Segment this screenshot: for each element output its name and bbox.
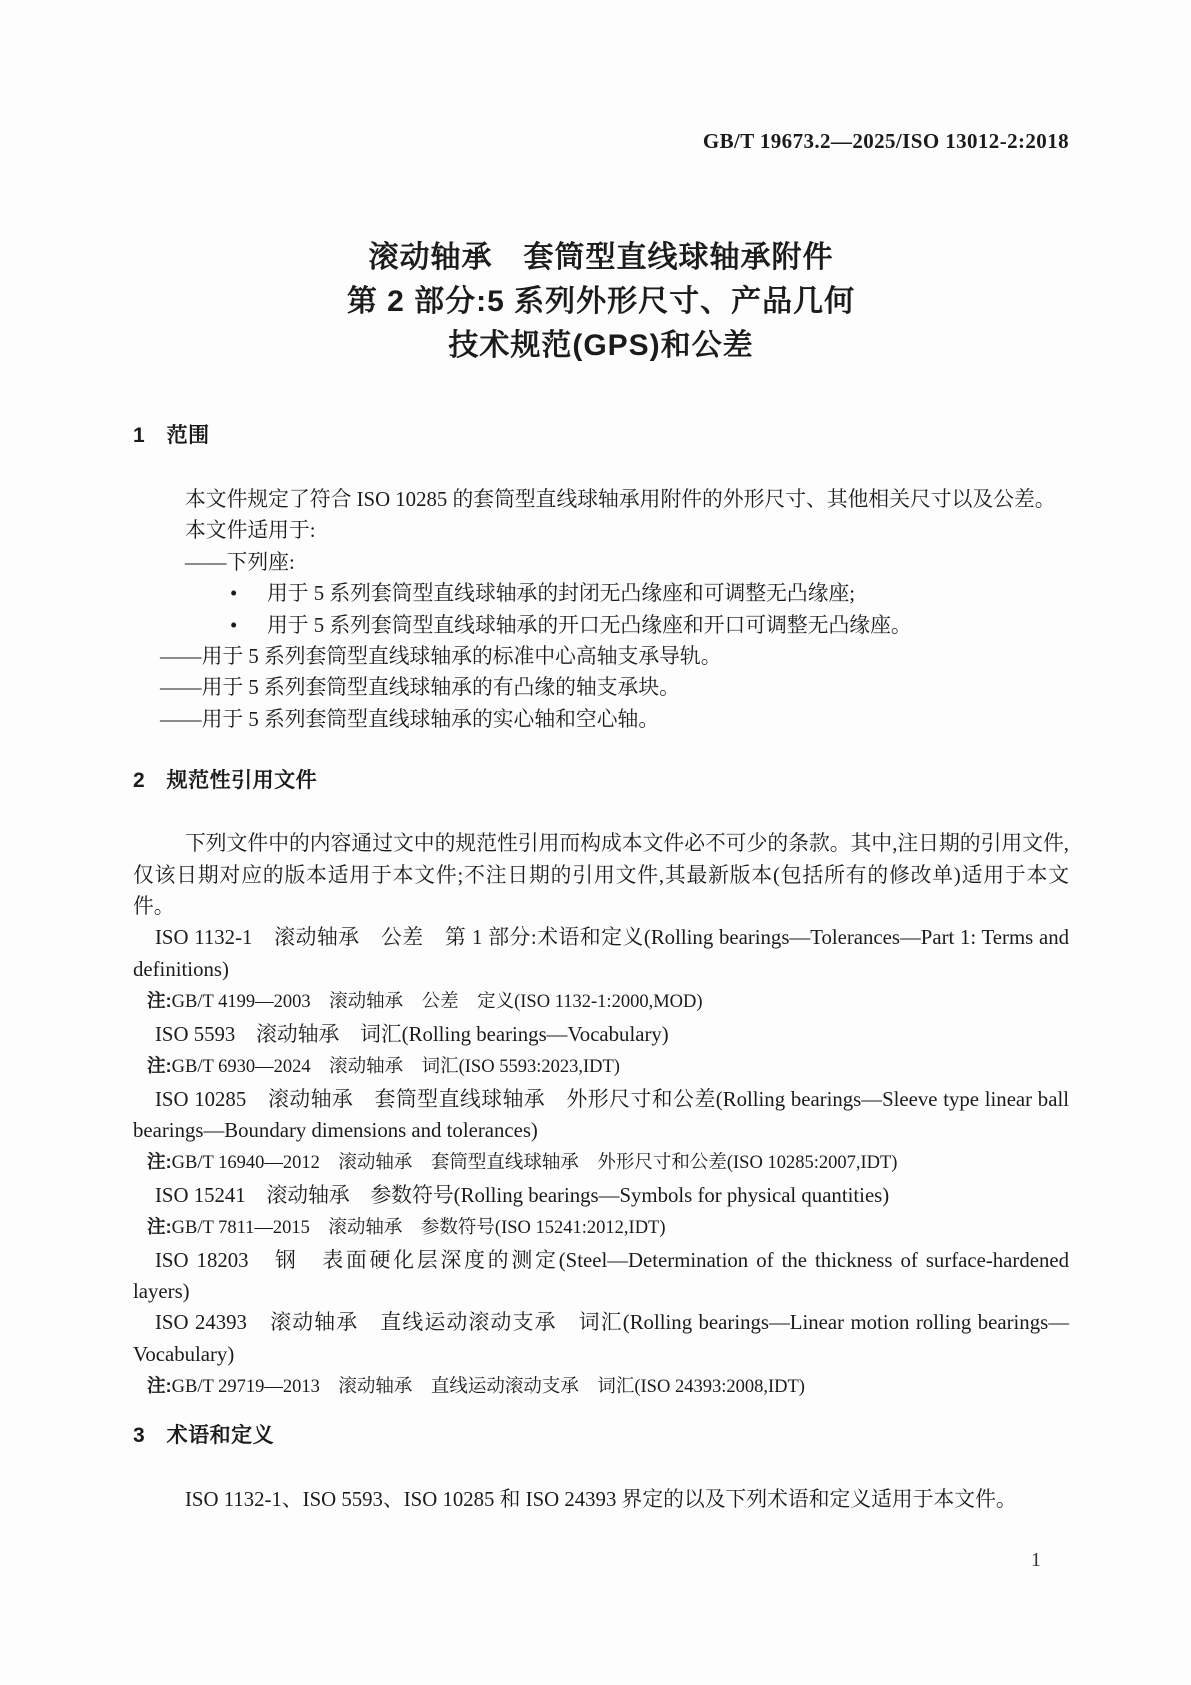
reference-entry: ISO 1132-1 滚动轴承 公差 第 1 部分:术语和定义(Rolling bearings—Tolerances—Part 1: Terms and definitions) <box>133 926 1069 981</box>
note-label: 注: <box>147 1151 172 1173</box>
terms-intro-paragraph: ISO 1132-1、ISO 5593、ISO 10285 和 ISO 24393 界定的以及下列术语和定义适用于本文件。 <box>185 1487 1017 1511</box>
normative-refs-intro: 下列文件中的内容通过文中的规范性引用而构成本文件必不可少的条款。其中,注日期的引用文件,仅该日期对应的版本适用于本文件;不注日期的引用文件,其最新版本(包括所有的修改单)适用于本文件。 <box>133 832 1069 919</box>
reference-note <box>133 985 1069 1018</box>
note-label: 注: <box>147 1375 172 1397</box>
dash-item-blocks: ——用于 5 系列套筒型直线球轴承的有凸缘的轴支承块。 <box>160 676 680 700</box>
bullet-icon: • <box>230 582 238 606</box>
reference-entry: ISO 24393 滚动轴承 直线运动滚动支承 词汇(Rolling bearings—Linear motion rolling bearings—Vocabulary) <box>133 1311 1069 1366</box>
note-text: GB/T 4199—2003 滚动轴承 公差 定义(ISO 1132-1:2000,MOD) <box>171 992 703 1013</box>
reference-note <box>133 1211 1069 1244</box>
dash-item-shafts: ——用于 5 系列套筒型直线球轴承的实心轴和空心轴。 <box>160 707 660 731</box>
standard-code: GB/T 19673.2—2025/ISO 13012-2:2018 <box>702 129 1069 153</box>
reference-note <box>133 1146 1069 1179</box>
bullet-item-text: 用于 5 系列套筒型直线球轴承的开口无凸缘座和开口可调整无凸缘座。 <box>267 613 912 637</box>
reference-entry: ISO 5593 滚动轴承 词汇(Rolling bearings—Vocabulary) <box>155 1022 669 1046</box>
note-label: 注: <box>147 1055 172 1077</box>
note-text: GB/T 6930—2024 滚动轴承 词汇(ISO 5593:2023,IDT) <box>171 1057 620 1078</box>
bullet-item-text: 用于 5 系列套筒型直线球轴承的封闭无凸缘座和可调整无凸缘座; <box>267 582 856 606</box>
section-1-body <box>133 484 1069 735</box>
section-3-body <box>133 1484 1069 1515</box>
document-title-line-2: 第 2 部分:5 系列外形尺寸、产品几何 <box>346 285 856 318</box>
reference-entry: ISO 10285 滚动轴承 套筒型直线球轴承 外形尺寸和公差(Rolling bearings—Sleeve type linear ball bearings—Boundary dimensions and tolerances) <box>133 1087 1069 1142</box>
page-content <box>133 0 1069 1515</box>
document-title-line-3: 技术规范(GPS)和公差 <box>448 329 754 362</box>
section-2-body <box>133 828 1069 1403</box>
applicability-paragraph: 本文件适用于: <box>185 519 316 543</box>
note-label: 注: <box>147 990 172 1012</box>
reference-note <box>133 1050 1069 1083</box>
note-label: 注: <box>147 1216 172 1238</box>
page-number: 1 <box>1031 1549 1041 1571</box>
dash-list-intro: ——下列座: <box>185 550 295 574</box>
reference-entry: ISO 18203 钢 表面硬化层深度的测定(Steel—Determination of the thickness of surface-hardened layers) <box>133 1248 1069 1303</box>
bullet-item-housings-closed <box>133 578 1069 609</box>
note-text: GB/T 29719—2013 滚动轴承 直线运动滚动支承 词汇(ISO 24393:2008,IDT) <box>171 1377 805 1398</box>
scope-paragraph: 本文件规定了符合 ISO 10285 的套筒型直线球轴承用附件的外形尺寸、其他相关尺寸以及公差。 <box>185 488 1056 511</box>
reference-note <box>133 1370 1069 1403</box>
section-1-heading: 1 范围 <box>133 424 210 447</box>
bullet-item-housings-open <box>133 610 1069 641</box>
bullet-icon: • <box>230 613 238 637</box>
note-text: GB/T 7811—2015 滚动轴承 参数符号(ISO 15241:2012,IDT) <box>171 1218 666 1239</box>
document-title-line-1: 滚动轴承 套筒型直线球轴承附件 <box>368 241 834 274</box>
section-2-heading: 2 规范性引用文件 <box>133 769 318 793</box>
dash-item-rails: ——用于 5 系列套筒型直线球轴承的标准中心高轴支承导轨。 <box>160 645 722 669</box>
section-3-heading: 3 术语和定义 <box>133 1423 275 1447</box>
note-text: GB/T 16940—2012 滚动轴承 套筒型直线球轴承 外形尺寸和公差(ISO 10285:2007,IDT) <box>171 1153 898 1174</box>
document-title <box>133 236 1069 368</box>
reference-entry: ISO 15241 滚动轴承 参数符号(Rolling bearings—Symbols for physical quantities) <box>155 1183 890 1207</box>
